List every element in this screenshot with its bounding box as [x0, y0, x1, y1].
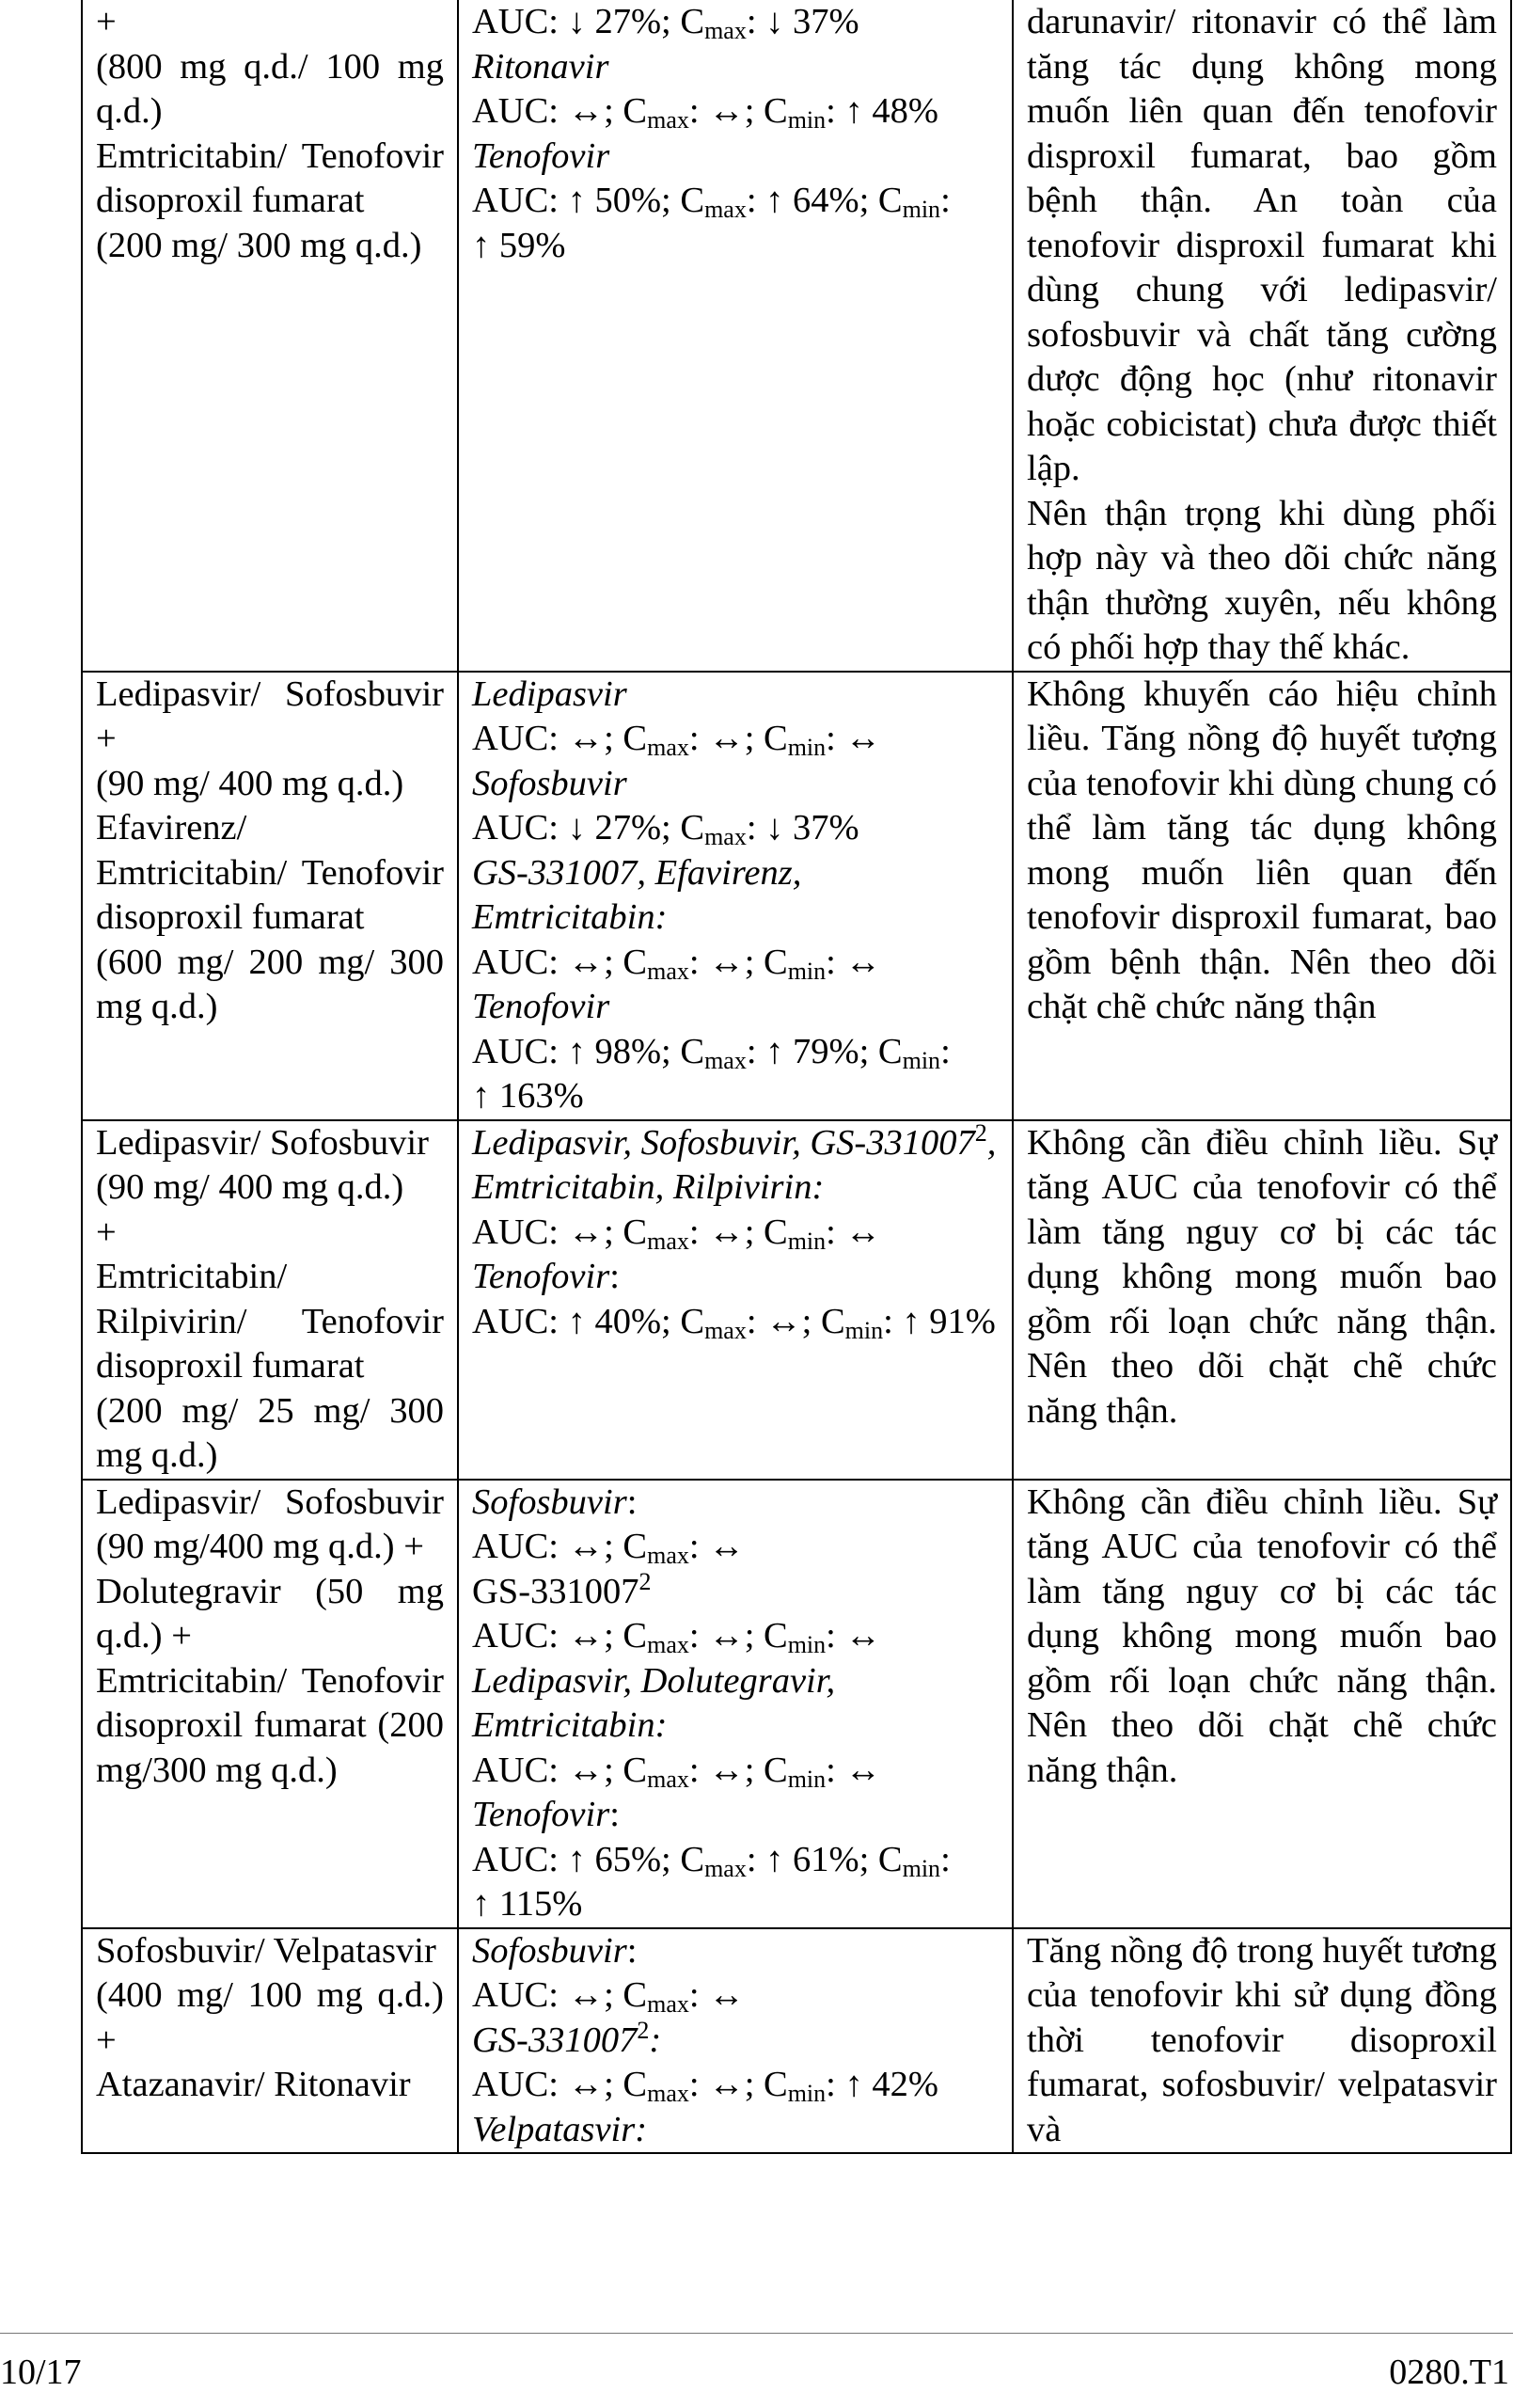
effect-text: AUC: ↔; C — [472, 942, 648, 982]
effect-text: : — [609, 1795, 620, 1834]
effect-text: AUC: ↔; C — [472, 1527, 648, 1566]
subscript: min — [787, 1227, 827, 1255]
table-row — [82, 1120, 1511, 1480]
analyte-name: Tenofovir — [472, 987, 610, 1026]
pharmacokinetic-effect-cell — [458, 1928, 1013, 2154]
effect-line — [472, 1973, 999, 2019]
effect-text: : ↑ 64%; C — [746, 181, 903, 220]
effect-line — [472, 1525, 999, 1570]
subscript: max — [704, 17, 747, 44]
effect-text: AUC: ↑ 98%; C — [472, 1031, 705, 1071]
superscript: 2 — [638, 1567, 652, 1595]
subscript: min — [787, 1765, 827, 1793]
effect-text: : — [609, 1257, 620, 1296]
subscript: min — [787, 1631, 827, 1658]
subscript: max — [647, 106, 689, 134]
drug-combination-cell: Ledipasvir/ Sofosbuvir (90 mg/400 mg q.d.) + Dolutegravir (50 mg q.d.) + Emtricitabin/ Tenofovir disoproxil fumarat (200 mg/300 mg q.d.) — [82, 1480, 458, 1928]
effect-text: ↑ 115% — [472, 1884, 583, 1924]
effect-text: : ↔ — [826, 1750, 881, 1790]
subscript: max — [704, 1854, 747, 1882]
table-row — [82, 672, 1511, 1120]
interaction-table — [81, 0, 1512, 2154]
effect-line — [472, 2063, 999, 2108]
page-number: 10/17 — [0, 2353, 82, 2392]
effect-text: : — [940, 1031, 951, 1071]
effect-line — [472, 762, 999, 807]
effect-text: : ↔ — [826, 1616, 881, 1656]
analyte-name: , Emtricitabin, Rilpivirin: — [472, 1122, 997, 1207]
effect-text: : ↔ — [688, 1527, 745, 1566]
analyte-name: Tenofovir — [472, 135, 610, 176]
effect-line — [472, 1838, 999, 1883]
effect-text: AUC: ↔; C — [472, 2065, 648, 2104]
subscript: max — [647, 957, 689, 985]
analyte-name: Ledipasvir, Sofosbuvir, GS-331007 — [472, 1122, 975, 1163]
analyte-name: Sofosbuvir — [472, 1481, 627, 1522]
subscript: max — [647, 1227, 689, 1255]
effect-line — [472, 717, 999, 762]
pharmacokinetic-effect-cell — [458, 0, 1013, 672]
analyte-name: Tenofovir — [472, 1257, 610, 1296]
analyte-name: Ledipasvir — [472, 673, 627, 714]
effect-text: : ↔; C — [688, 1616, 788, 1656]
subscript: min — [902, 196, 941, 223]
effect-line — [472, 135, 999, 180]
effect-line — [472, 1255, 999, 1300]
effect-text: : ↓ 37% — [746, 808, 859, 848]
effect-line — [472, 1118, 999, 1211]
effect-text: AUC: ↑ 50%; C — [472, 181, 705, 220]
analyte-name: Ritonavir — [472, 46, 609, 87]
effect-line — [472, 2016, 999, 2064]
effect-line — [472, 1793, 999, 1838]
effect-text: : ↑ 48% — [826, 91, 938, 131]
effect-text: AUC: ↑ 40%; C — [472, 1301, 705, 1341]
recommendation-cell: Tăng nồng độ trong huyết tương của tenofovir khi sử dụng đồng thời tenofovir disoproxil fumarat, sofosbuvir/ velpatasvir và — [1013, 1928, 1511, 2154]
effect-text: AUC: ↔; C — [472, 1212, 648, 1252]
effect-line — [472, 1211, 999, 1256]
effect-text: ↑ 163% — [472, 1076, 584, 1116]
effect-line — [472, 1882, 999, 1927]
drug-combination-cell: Sofosbuvir/ Velpatasvir (400 mg/ 100 mg q.d.) + Atazanavir/ Ritonavir — [82, 1928, 458, 2154]
effect-text: : ↔; C — [688, 719, 788, 758]
effect-text: AUC: ↔; C — [472, 1616, 648, 1656]
subscript: max — [647, 2080, 689, 2107]
subscript: max — [704, 823, 747, 850]
subscript: max — [647, 1990, 689, 2018]
effect-line — [472, 985, 999, 1030]
effect-text: : ↑ 91% — [883, 1301, 996, 1341]
effect-text: : ↓ 37% — [746, 2, 859, 41]
effect-text: AUC: ↔; C — [472, 91, 648, 131]
effect-text: : — [940, 181, 951, 220]
subscript: min — [787, 2080, 827, 2107]
effect-text: : ↔; C — [688, 1750, 788, 1790]
effect-text: : ↔ — [826, 719, 881, 758]
effect-line — [472, 1929, 999, 1974]
effect-line — [472, 851, 999, 941]
subscript: max — [647, 734, 689, 761]
effect-line — [472, 1749, 999, 1794]
effect-text: AUC: ↓ 27%; C — [472, 808, 705, 848]
document-code: 0280.T1 — [1389, 2353, 1509, 2392]
subscript: max — [647, 1631, 689, 1658]
analyte-name: GS-331007, Efavirenz, Emtricitabin: — [472, 852, 802, 937]
effect-text: AUC: ↔; C — [472, 719, 648, 758]
recommendation-cell: Không khuyến cáo hiệu chỉnh liều. Tăng nồng độ huyết tượng của tenofovir khi dùng chung có thể làm tăng tác dụng không mong muốn liên quan đến tenofovir disproxil fumarat, bao gồm bệnh thận. Nên theo dõi chặt chẽ chức năng thận — [1013, 672, 1511, 1120]
effect-line — [472, 45, 999, 90]
recommendation-cell: Không cần điều chỉnh liều. Sự tăng AUC của tenofovir có thể làm tăng nguy cơ bị các tác dụng không mong muốn bao gồm rối loạn chức năng thận. Nên theo dõi chặt chẽ chức năng thận. — [1013, 1120, 1511, 1480]
table-row — [82, 1928, 1511, 2154]
effect-line — [472, 1300, 999, 1345]
analyte-name: Ledipasvir, Dolutegravir, Emtricitabin: — [472, 1660, 836, 1745]
effect-line — [472, 179, 999, 224]
drug-combination-cell: Ledipasvir/ Sofosbuvir + (90 mg/ 400 mg q.d.) Efavirenz/ Emtricitabin/ Tenofovir disoproxil fumarat (600 mg/ 200 mg/ 300 mg q.d.) — [82, 672, 458, 1120]
effect-text: GS-331007 — [472, 1571, 639, 1611]
superscript: 2 — [974, 1118, 987, 1147]
effect-line — [472, 0, 999, 45]
effect-text: : ↔; C — [688, 1212, 788, 1252]
subscript: min — [902, 1046, 941, 1074]
analyte-name: Velpatasvir: — [472, 2109, 648, 2149]
effect-text: : ↑ 42% — [826, 2065, 938, 2104]
table-row — [82, 1480, 1511, 1928]
drug-combination-cell: Ledipasvir/ Sofosbuvir (90 mg/ 400 mg q.d.) + Emtricitabin/ Rilpivirin/ Tenofovir disoproxil fumarat (200 mg/ 25 mg/ 300 mg q.d.) — [82, 1120, 458, 1480]
recommendation-cell: Không cần điều chỉnh liều. Sự tăng AUC của tenofovir có thể làm tăng nguy cơ bị các tác dụng không mong muốn bao gồm rối loạn chức năng thận. Nên theo dõi chặt chẽ chức năng thận. — [1013, 1480, 1511, 1928]
recommendation-cell: darunavir/ ritonavir có thể làm tăng tác dụng không mong muốn liên quan đến tenofovir disproxil fumarat, bao gồm bệnh thận. An toàn của tenofovir disproxil fumarat khi dùng chung với ledipasvir/ sofosbuvir và chất tăng cường dược động học (như ritonavir hoặc cobicistat) chưa được thiết lập. Nên thận trọng khi dùng phối hợp này và theo dõi chức năng thận thường xuyên, nếu không có phối hợp thay thế khác. — [1013, 0, 1511, 672]
subscript: min — [787, 734, 827, 761]
effect-text: : ↔; C — [688, 91, 788, 131]
effect-line — [472, 1659, 999, 1749]
pharmacokinetic-effect-cell — [458, 672, 1013, 1120]
effect-text: : ↑ 61%; C — [746, 1839, 903, 1879]
subscript: max — [704, 1316, 747, 1344]
effect-line — [472, 1074, 999, 1119]
subscript: min — [787, 957, 827, 985]
effect-line — [472, 1614, 999, 1659]
subscript: min — [787, 106, 827, 134]
analyte-name: GS-331007 — [472, 2020, 638, 2060]
effect-text: : — [626, 1481, 638, 1522]
analyte-name: Sofosbuvir — [472, 763, 627, 803]
effect-text: AUC: ↔; C — [472, 1750, 648, 1790]
pharmacokinetic-effect-cell — [458, 1120, 1013, 1480]
effect-text: AUC: ↑ 65%; C — [472, 1839, 705, 1879]
effect-text: AUC: ↔; C — [472, 1975, 648, 2015]
effect-text: : — [626, 1930, 638, 1971]
effect-text: AUC: ↓ 27%; C — [472, 2, 705, 41]
analyte-name: Sofosbuvir — [472, 1930, 627, 1971]
effect-line — [472, 673, 999, 718]
effect-line — [472, 89, 999, 135]
effect-text: : ↔; C — [688, 942, 788, 982]
subscript: max — [647, 1765, 689, 1793]
footer-divider — [0, 2333, 1513, 2334]
subscript: min — [844, 1316, 884, 1344]
effect-text: : — [940, 1839, 951, 1879]
subscript: min — [902, 1854, 941, 1882]
effect-line — [472, 941, 999, 986]
effect-text: : ↔; C — [746, 1301, 845, 1341]
effect-line — [472, 1030, 999, 1075]
analyte-name: Tenofovir — [472, 1795, 610, 1834]
effect-text: : ↔ — [826, 942, 881, 982]
effect-text: ↑ 59% — [472, 225, 566, 265]
subscript: max — [704, 196, 747, 223]
effect-line — [472, 2108, 999, 2153]
superscript: 2 — [637, 2016, 650, 2044]
effect-line — [472, 224, 999, 269]
effect-line — [472, 806, 999, 851]
effect-text: : ↔ — [826, 1212, 881, 1252]
effect-line — [472, 1481, 999, 1526]
table-row — [82, 0, 1511, 672]
effect-text: : ↑ 79%; C — [746, 1031, 903, 1071]
effect-text: : ↔; C — [688, 2065, 788, 2104]
subscript: max — [647, 1542, 689, 1569]
drug-combination-cell: + (800 mg q.d./ 100 mg q.d.) Emtricitabin/ Tenofovir disoproxil fumarat (200 mg/ 300 mg q.d.) — [82, 0, 458, 672]
effect-text: : ↔ — [688, 1975, 745, 2015]
subscript: max — [704, 1046, 747, 1074]
pharmacokinetic-effect-cell — [458, 1480, 1013, 1928]
effect-line — [472, 1567, 999, 1615]
analyte-name: : — [649, 2020, 662, 2060]
